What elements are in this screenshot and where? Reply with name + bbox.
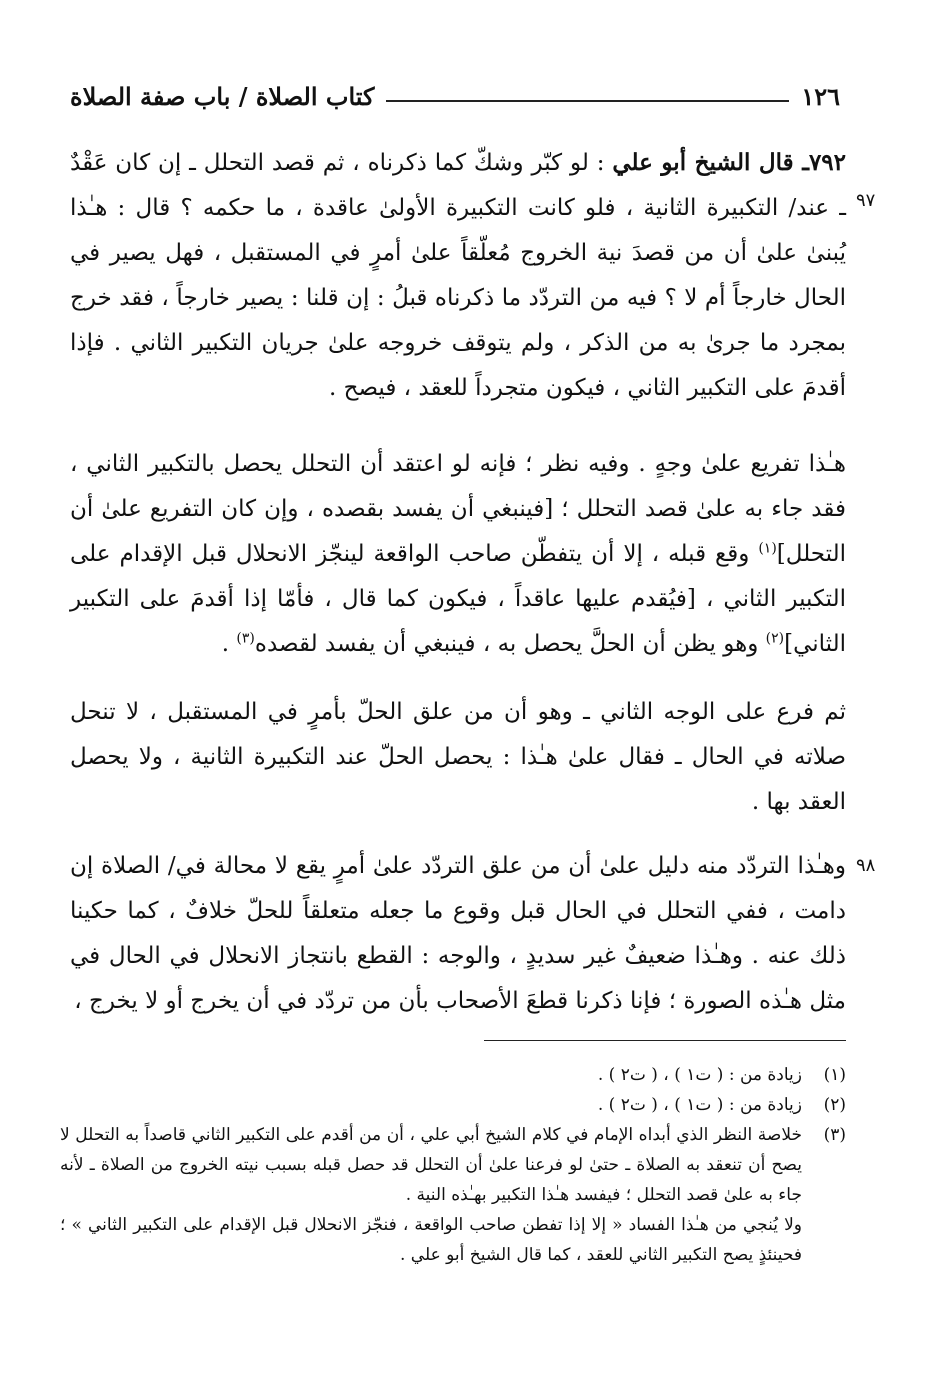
paragraph	[70, 442, 846, 667]
footnote-text: زيادة من : ( ت١ ) ، ( ت٢ ) .	[597, 1065, 802, 1085]
footnote-number: (١)	[823, 1065, 846, 1085]
footnote-text: زيادة من : ( ت١ ) ، ( ت٢ ) .	[597, 1095, 802, 1115]
footnote	[60, 1090, 846, 1120]
footnote	[60, 1060, 846, 1090]
running-title: كتاب الصلاة / باب صفة الصلاة	[70, 81, 375, 111]
margin-reference: ٩٨	[856, 855, 876, 876]
page-header	[70, 76, 840, 116]
paragraph-text: ثم فرع على الوجه الثاني ـ وهو أن من علق الحلّ بأمرٍ في المستقبل ، لا تنحل صلاته في الحال ـ فقال علىٰ هـٰذا : يحصل الحلّ عند التكبيرة الثانية ، ولا يحصل العقد بها .	[70, 699, 846, 815]
paragraph	[70, 690, 846, 825]
paragraph-text: وقع قبله ، إلا أن يتفطّن صاحب الواقعة لينجّز الانحلال قبل الإقدام على التكبير الثاني ، [فيُقدم عليها عاقداً ، فيكون كما قال ، فأمّا إذا أقدمَ على التكبير الثاني]	[70, 541, 846, 657]
margin-reference: ٩٧	[856, 190, 876, 211]
footnote-text: خلاصة النظر الذي أبداه الإمام في كلام الشيخ أبي علي ، أن من أقدم على التكبير الثاني قاصداً به التحلل لا يصح أن تنعقد به الصلاة ـ حتىٰ لو فرعنا علىٰ أن التحلل قد حصل قبله بسبب نيته الخروج من الصلاة ـ لأنه جاء به علىٰ قصد التحلل ؛ فيفسد هـٰذا التكبير بهـٰذه النية .	[60, 1125, 802, 1205]
paragraph	[70, 844, 846, 1024]
page-number: ١٢٦	[801, 81, 840, 111]
footnote-ref[interactable]: (٢)	[765, 630, 785, 647]
header-rule	[386, 100, 789, 102]
paragraph-text: هـٰذا تفريع علىٰ وجهٍ . وفيه نظر ؛ فإنه لو اعتقد أن التحلل يحصل بالتكبير الثاني ، فقد جاء به علىٰ قصد التحلل ؛ [فينبغي أن يفسد بقصده ، وإن كان التفريع علىٰ أن التحلل]	[70, 451, 846, 567]
footnote-continuation: ولا يُنجي من هـٰذا الفساد « إلا إذا تفطن صاحب الواقعة ، فنجّز الانحلال قبل الإقدام على التكبير الثاني » ؛ فحينئذٍ يصح التكبير الثاني للعقد ، كما قال الشيخ أبو علي .	[60, 1215, 802, 1265]
footnote-ref[interactable]: (٣)	[236, 630, 255, 647]
paragraph-text: : لو كبّر وشكّ كما ذكرناه ، ثم قصد التحلل ـ إن كان عَقْدٌ ـ عند/ التكبيرة الثانية ، فلو كانت التكبيرة الأولىٰ عاقدة ، ما حكمه ؟ قال : هـٰذا يُبنىٰ علىٰ أن من قصدَ نية الخروج مُعلّقاً علىٰ أمرٍ في المستقبل ، فهل يصير في الحال خارجاً أم لا ؟ فيه من التردّد ما ذكرناه قبلُ : إن قلنا : يصير خارجاً ، فقد خرج بمجرد ما جرىٰ به من الذكر ، ولم يتوقف خروجه علىٰ جريان التكبير الثاني . فإذا أقدمَ على التكبير الثاني ، فيكون متجرداً للعقد ، فيصح .	[70, 150, 846, 401]
paragraph	[70, 140, 846, 411]
footnotes	[60, 1060, 846, 1270]
footnote-ref[interactable]: (١)	[758, 540, 777, 557]
paragraph-text: .	[221, 631, 237, 657]
footnote	[60, 1120, 846, 1210]
footnote-number: (٢)	[823, 1095, 846, 1115]
footnote-separator	[484, 1040, 846, 1041]
paragraph-text: وهو يظن أن الحلَّ يحصل به ، فينبغي أن يفسد لقصده	[254, 631, 766, 657]
footnote-number: (٣)	[823, 1125, 846, 1145]
paragraph-text: وهـٰذا التردّد منه دليل علىٰ أن من علق التردّد علىٰ أمرٍ يقع لا محالة في/ الصلاة إن دامت ، ففي التحلل في الحال قبل وقوع ما جعله متعلقاً للحلّ خلافٌ ، كما حكينا ذلك عنه . وهـٰذا ضعيفٌ غير سديدٍ ، والوجه : القطع بانتجاز الانحلال في الحال في مثل هـٰذه الصورة ؛ فإنا ذكرنا قطعَ الأصحاب بأن من تردّد في أن يخرج أو لا يخرج ،	[70, 853, 846, 1014]
paragraph-lead: ٧٩٢ـ قال الشيخ أبو علي	[612, 149, 847, 176]
